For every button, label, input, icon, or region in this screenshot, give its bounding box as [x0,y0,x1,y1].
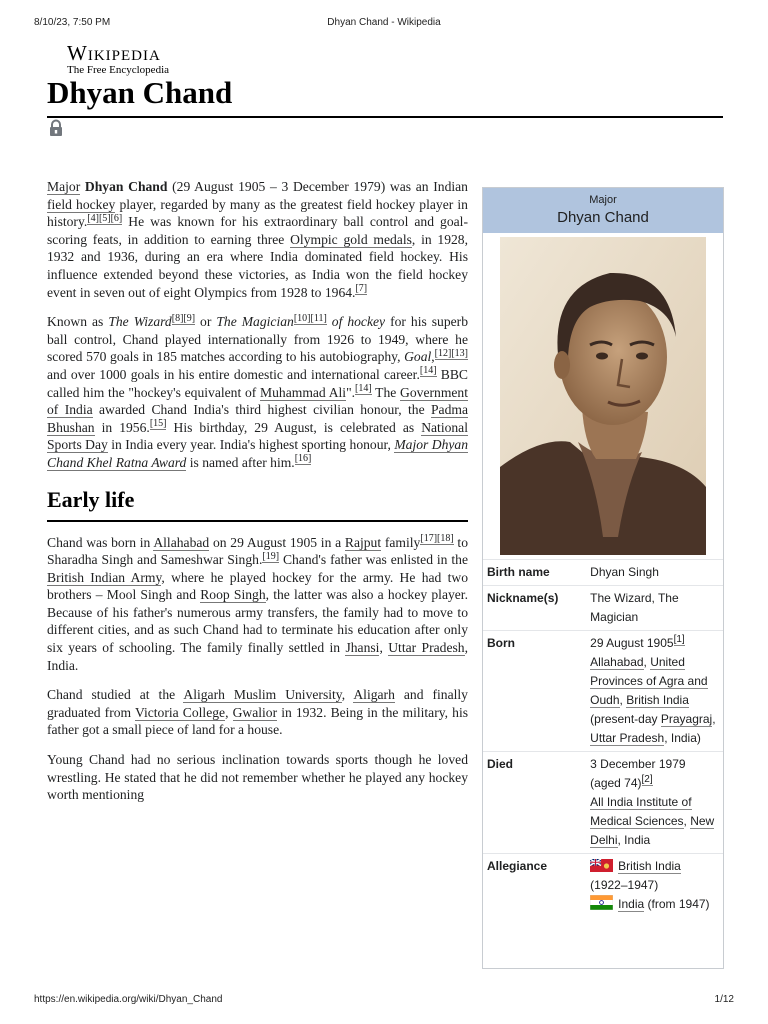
label: Died [487,757,514,771]
text: (29 August 1905 – 3 December 1979) was an Indian [167,179,468,194]
label: Nickname(s) [487,591,559,605]
text: , [341,687,354,703]
citation[interactable]: [1] [673,634,685,645]
value [584,857,723,914]
early-life-paragraph-2 [47,686,468,739]
infobox [482,187,724,969]
print-url: https://en.wikipedia.org/wiki/Dhyan_Chand [34,994,223,1005]
born-date: 29 August 1905 [590,636,674,650]
section-heading-early-life: Early life [47,486,135,512]
portrait-photo[interactable] [500,237,706,555]
link-uttar-pradesh[interactable]: Uttar Pradesh [388,640,465,656]
link-roop-singh[interactable]: Roop Singh [200,587,266,603]
text: , India) [664,731,701,745]
text: , [225,704,233,720]
lock-icon[interactable] [47,119,65,137]
text: family [381,534,421,550]
infobox-name: Dhyan Chand [557,209,649,226]
text: player, regarded by many as the greatest field hockey player in history. [47,196,468,230]
text: BBC called him the "hockey's equivalent of [47,366,468,400]
link-muhammad-ali[interactable]: Muhammad Ali [260,384,347,400]
link-field-hockey[interactable]: field hockey [47,196,116,212]
text: Chand's father was enlisted in the [279,552,468,568]
link-padma-bhushan[interactable]: Padma Bhushan [47,402,468,435]
text: for his superb ball control, Chand played internationally from 1926 to 1949, where he scored 570 goals in 185 matches according to his autobiography, [47,314,468,365]
citation[interactable]: [12][13] [434,347,468,359]
text: , the latter was also a hockey player. Because of his father's numerous army transfers, the family had to move to different cities, and as such Chand had to terminate his education after only six years of schooling. The family finally settled in [47,587,468,656]
nickname-magician: The Magician [216,314,294,330]
link-aligarh[interactable]: Aligarh [353,687,395,703]
infobox-row-died [483,751,723,853]
wikipedia-tagline: The Free Encyclopedia [67,64,170,76]
label: Born [487,636,515,650]
value: Dhyan Singh [590,565,659,579]
british-india-flag-icon [590,859,613,872]
early-life-paragraph-3 [47,751,468,804]
section-divider [47,520,468,522]
text: awarded Chand India's third highest civilian honour, the [92,402,431,418]
link-khel-ratna[interactable]: Major Dhyan Chand Khel Ratna Award [47,437,469,470]
text: , where he played hockey for the army. He had two brothers – Mool Singh and [47,569,468,603]
page-title: Dhyan Chand [47,75,233,110]
print-datetime: 8/10/23, 7:50 PM [34,17,111,28]
citation[interactable]: [2] [641,774,653,785]
link-new-delhi[interactable]: New Delhi [590,814,715,847]
infobox-header [483,188,723,233]
value [584,634,723,748]
died-date: 3 December 1979 [590,757,686,771]
citation[interactable]: [14] [355,383,372,394]
text: and finally graduated from [47,687,468,720]
link-national-sports-day[interactable]: National Sports Day [47,419,468,453]
link-british-india[interactable]: British India [618,859,681,873]
link-jhansi[interactable]: Jhansi [345,640,380,656]
citation[interactable]: [10][11] [293,312,327,324]
link-allahabad[interactable]: Allahabad [590,655,644,669]
citation[interactable]: [4][5][6] [87,212,123,224]
text: on 29 August 1905 in a [209,534,345,550]
article-body [47,178,468,816]
print-tab-title: Dhyan Chand - Wikipedia [327,17,441,28]
text: He was known for his extraordinary ball control and goal-scoring feats, in addition to earning three [47,214,468,247]
text: (present-day [590,712,661,726]
link-major[interactable]: Major [47,179,81,194]
text: or [195,314,217,330]
early-life-paragraph-1 [47,534,468,675]
text: The [371,384,401,400]
label: Birth name [487,565,550,579]
link-gwalior[interactable]: Gwalior [232,704,278,720]
link-united-provinces[interactable]: United Provinces of Agra and Oudh [590,655,708,707]
link-rajput[interactable]: Rajput [344,534,382,550]
text: , India. [47,640,468,673]
link-victoria-college[interactable]: Victoria College [134,704,226,720]
text: , [431,349,435,365]
text: ". [346,384,356,400]
text: , [643,655,651,669]
citation[interactable]: [14] [419,365,437,377]
text: is named after him. [186,454,295,470]
print-page-number: 1/12 [714,994,734,1005]
infobox-row-birth-name [483,559,723,585]
text: in 1956. [94,419,150,435]
link-aligarh-muslim-university[interactable]: Aligarh Muslim University [183,687,342,703]
text: , [683,814,691,828]
link-aiims[interactable]: All India Institute of Medical Sciences [590,795,692,828]
subject-name: Dhyan Chand [84,179,168,194]
link-india[interactable]: India [618,897,645,911]
citation[interactable]: [17][18] [420,532,454,544]
link-allahabad[interactable]: Allahabad [153,534,210,550]
book-goal: Goal [404,349,432,365]
link-prayagraj[interactable]: Prayagraj [660,712,713,726]
citation[interactable]: [19] [262,550,280,562]
text: (1922–1947) [590,878,659,892]
value [584,755,723,850]
text: His birthday, 29 August, is celebrated as [166,419,422,435]
lead-paragraph-2 [47,313,468,471]
text: Known as [47,314,109,330]
of-hockey: of hockey [326,314,386,330]
text: , in 1928, 1932 and 1936, during an era where India dominated field hockey. His influence extended beyond these victories, as India won the field hockey event in seven out of eight Olympics from 1928 to 1964. [47,231,469,300]
infobox-row-born [483,630,723,751]
india-flag-icon [590,895,613,910]
infobox-row-allegiance [483,853,723,917]
infobox-row-nicknames [483,585,723,630]
link-government-of-india[interactable]: Government of India [47,384,468,418]
text: , [379,640,389,656]
text: , [712,712,716,726]
text: Chand was born in [47,534,154,550]
text: , [619,693,627,707]
link-olympic-gold-medals[interactable]: Olympic gold medals [290,231,412,247]
nickname-wizard: The Wizard [108,314,172,330]
link-british-indian-army[interactable]: British Indian Army [47,569,162,585]
citation[interactable]: [8][9] [171,312,196,324]
link-british-india[interactable]: British India [626,693,689,707]
title-divider [47,116,723,118]
citation[interactable]: [15] [149,418,167,430]
text: in India every year. India's highest sporting honour, [107,437,395,453]
text: Chand studied at the [47,687,184,703]
link-uttar-pradesh[interactable]: Uttar Pradesh [590,731,665,745]
infobox-rank: Major [589,194,617,206]
wikipedia-wordmark: Wikipedia [67,41,161,65]
text: (from 1947) [644,897,710,911]
text: and over 1000 goals in his entire domestic and international career. [47,366,420,382]
label: Allegiance [487,859,548,873]
text: in 1932. Being in the military, his father got a small piece of land for a house. [47,704,469,738]
died-age: (aged 74) [590,776,642,790]
citation[interactable]: [16] [294,453,312,465]
lead-paragraph-1 [47,178,468,301]
wikipedia-logo[interactable] [67,42,169,77]
text: , India [617,833,651,847]
text: to Sharadha Singh and Sameshwar Singh. [47,534,468,568]
text: Young Chand had no serious inclination towards sports though he loved wrestling. He stated that he did not remember whether he played any hockey worth mentioning [47,752,468,803]
value: The Wizard, The Magician [590,591,679,624]
citation[interactable]: [7] [355,283,368,295]
